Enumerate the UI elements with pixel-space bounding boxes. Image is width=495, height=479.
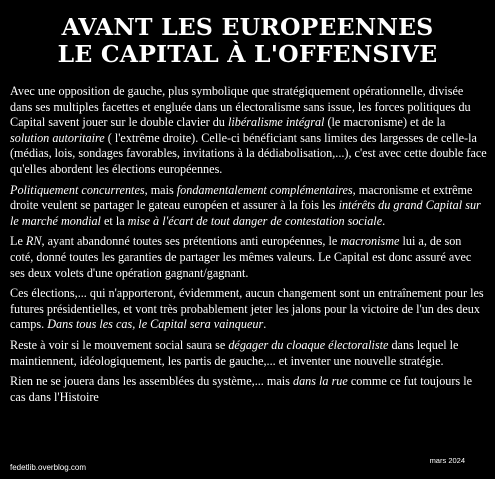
text-run: Reste à voir si le mouvement social saura se bbox=[10, 337, 229, 352]
text-run: comme ce fut toujours le cas dans l'Histoire bbox=[10, 374, 473, 404]
text-run: Ces élections,... qui n'apporteront, évidemment, aucun changement sont un entraînement pour les futures présidentielles, et vont très probablement jeter les jalons pour la victoire de l'un des deux camps. bbox=[10, 286, 484, 332]
emphasis-text: RN bbox=[25, 234, 42, 249]
paragraph-5 bbox=[10, 338, 487, 369]
emphasis-text: mise à l'écart de tout danger de contestation sociale bbox=[127, 213, 383, 228]
title-line-1: AVANT LES EUROPEENNES bbox=[61, 13, 434, 41]
source-url: fedetlib.overblog.com bbox=[10, 463, 87, 472]
emphasis-text: solution autoritaire bbox=[10, 130, 105, 145]
text-run: . bbox=[263, 317, 267, 332]
text-run: Avec une opposition de gauche, plus symbolique que stratégiquement opérationnelle, divisée dans ses multiples facettes et engluée dans un électoralisme sans issue, les forces politiques du Capital savent jouer sur le double clavier du bbox=[10, 84, 471, 130]
emphasis-text: libéralisme intégral bbox=[227, 115, 325, 130]
paragraph-6 bbox=[10, 374, 487, 405]
article-body bbox=[10, 84, 487, 410]
paragraph-4 bbox=[10, 286, 487, 333]
text-run: Le bbox=[10, 234, 26, 249]
text-run: (le macronisme) et de la bbox=[324, 115, 446, 130]
text-run: , macronisme et extrême droite veulent se partager le gateau européen et assurer à la fois les bbox=[10, 182, 473, 213]
publication-date: mars 2024 bbox=[429, 456, 465, 465]
paragraph-2 bbox=[10, 183, 487, 230]
emphasis-text: Dans tous les cas, le Capital sera vainqueur bbox=[47, 317, 264, 332]
text-run: Rien ne se jouera dans les assemblées du système,... mais bbox=[10, 374, 293, 389]
emphasis-text: dans la rue bbox=[292, 374, 348, 389]
emphasis-text: Politiquement concurrentes bbox=[10, 182, 145, 197]
paragraph-3 bbox=[10, 234, 487, 281]
page-title bbox=[0, 0, 495, 68]
emphasis-text: macronisme bbox=[340, 234, 400, 249]
emphasis-text: dégager du cloaque électoraliste bbox=[228, 337, 389, 352]
text-run: et la bbox=[100, 213, 128, 228]
emphasis-text: intérêts du grand Capital sur le marché mondial bbox=[10, 198, 481, 228]
text-run: lui a, de son coté, donné toutes les garanties de partager les mêmes valeurs. Le Capital est donc assuré avec ses deux volets d'une opération gagnant/gagnant. bbox=[10, 234, 472, 280]
paragraph-1 bbox=[10, 84, 487, 178]
text-run: ( l'extrême droite). Celle-ci bénéficiant sans limites des largesses de celle-la (médias, lois, sondages favorables, invitations à la dédiabolisation,...), c'est avec cette double face qu'elles abordent les élections européennes. bbox=[10, 130, 487, 176]
text-run: . bbox=[382, 213, 386, 228]
emphasis-text: fondamentalement complémentaires bbox=[176, 182, 353, 197]
text-run: , ayant abandonné toutes ses prétentions anti européennes, le bbox=[41, 234, 341, 249]
title-line-2: LE CAPITAL À L'OFFENSIVE bbox=[57, 40, 438, 68]
text-run: , mais bbox=[144, 182, 177, 197]
text-run: dans lequel le maintiennent, idéologiquement, les partis de gauche,... et inventer une nouvelle stratégie. bbox=[10, 337, 459, 368]
